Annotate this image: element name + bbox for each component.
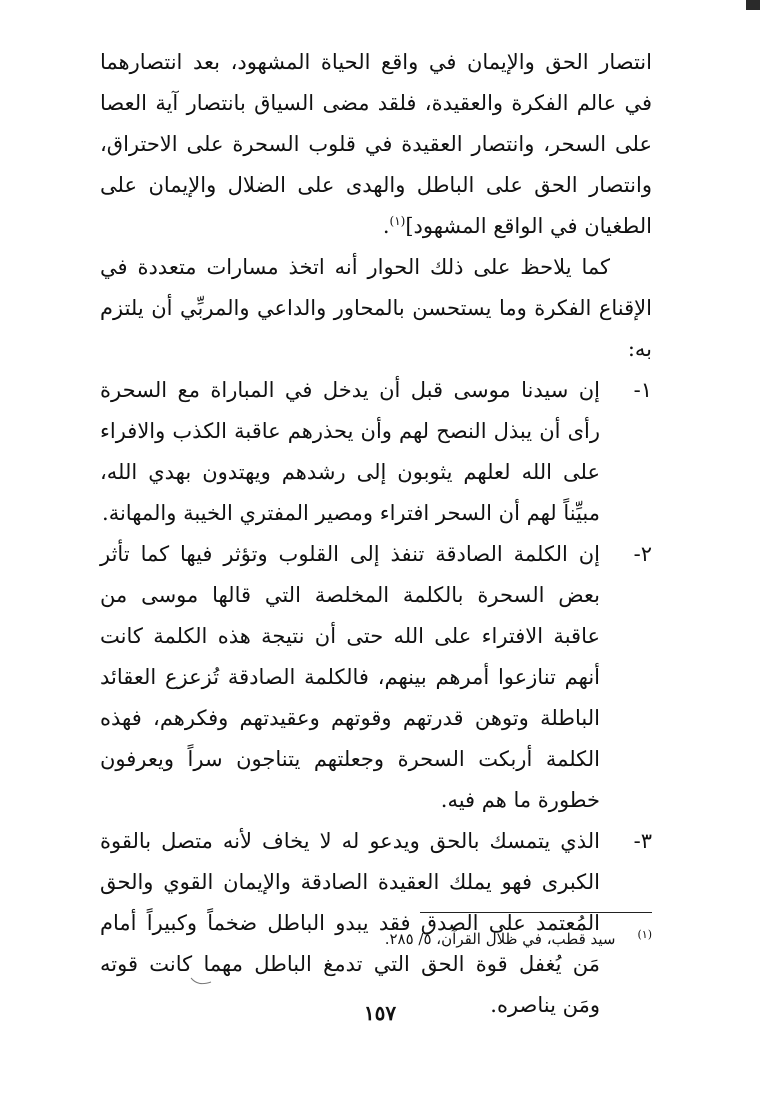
footnote-divider [420,912,652,913]
list-item-number: ٢- [633,542,652,566]
page-number: ١٥٧ [363,1001,397,1025]
list-item-text: إن الكلمة الصادقة تنفذ إلى القلوب وتؤثر فيها كما تأثر بعض السحرة بالكلمة المخلصة التي قالها موسى من عاقبة الافتراء على الله حتى أن نتيجة هذه الكلمة كانت أنهم تنازعوا أمرهم بينهم، فالكلمة الصادقة تُزعزع العقائد الباطلة وتوهن قدرتهم وقوتهم وعقيدتهم وفكرهم، فهذه الكلمة أربكت السحرة وجعلتهم يتناجون سراً ويعرفون خطورة ما هم فيه. [100,542,600,812]
footnote-marker: (١) [637,928,652,941]
paragraph-continuation [100,42,652,247]
list-item [100,534,652,821]
list-item [100,370,652,534]
pencil-mark [190,976,212,986]
main-text-block [100,42,652,1026]
footnote-text: سيد قطب، في ظلال القرآن، ٥/ ٢٨٥. [384,930,616,948]
scan-corner-mark [746,0,760,10]
list-item-text: إن سيدنا موسى قبل أن يدخل في المباراة مع السحرة رأى أن يبذل النصح لهم وأن يحذرهم عاقبة الكذب والافراء على الله لعلهم يثوبون إلى رشدهم ويهتدون بهدي الله، مبيِّناً لهم أن السحر افتراء ومصير المفتري الخيبة والمهانة. [100,378,600,525]
list-item [100,821,652,1026]
paragraph-intro: كما يلاحظ على ذلك الحوار أنه اتخذ مسارات متعددة في الإقناع الفكرة وما يستحسن بالمحاور والداعي والمربِّي أن يلتزم به: [100,255,652,361]
list-item-number: ١- [633,378,652,402]
footnote-reference: (١) [389,214,406,228]
footnote [385,928,652,950]
paragraph-1-end: . [382,214,390,238]
list-item-number: ٣- [633,829,652,853]
paragraph-1-text: انتصار الحق والإيمان في واقع الحياة المشهود، بعد انتصارهما في عالم الفكرة والعقيدة، فلقد مضى السياق بانتصار آية العصا على السحر، وانتصار العقيدة في قلوب السحرة على الاحتراق، وانتصار الحق على الباطل والهدى على الضلال والإيمان على الطغيان في الواقع المشهود] [100,50,652,238]
list-item-text: الذي يتمسك بالحق ويدعو له لا يخاف لأنه متصل بالقوة الكبرى فهو يملك العقيدة الصادقة والإيمان القوي والحق المُعتمد على الصدق فقد يبدو الباطل ضخماً وكبيراً أمام مَن يُغفل قوة الحق التي تدمغ الباطل مهما كانت قوته ومَن يناصره. [100,829,600,1017]
